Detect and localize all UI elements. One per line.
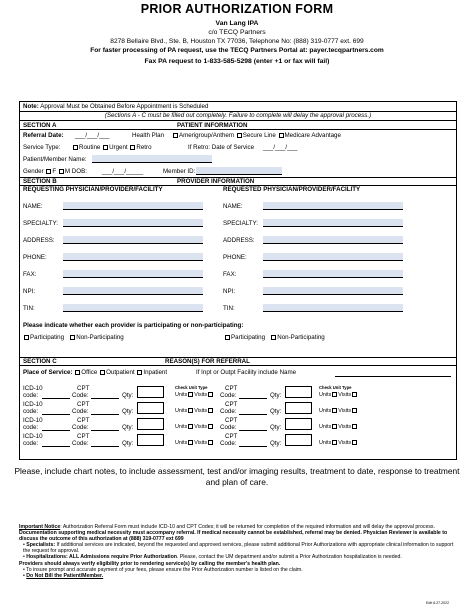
right-provider-field-label: NPI: bbox=[223, 288, 236, 295]
cpt-code-label: Code: bbox=[220, 440, 237, 447]
right-provider-field-label: SPECIALTY: bbox=[223, 220, 258, 227]
cpt-code-label: Code: bbox=[72, 440, 89, 447]
cpt-code-input[interactable] bbox=[239, 446, 267, 447]
right-provider-input[interactable] bbox=[263, 202, 403, 210]
left-provider-input[interactable] bbox=[63, 253, 203, 261]
right-provider-field-label: TIN: bbox=[223, 305, 235, 312]
gender-row: Gender F M DOB: bbox=[23, 168, 87, 175]
edition-label: Edit 6.27.2022 bbox=[426, 601, 450, 605]
address-line: 8278 Bellaire Blvd., Ste. B, Houston TX 77036, Telephone No: (888) 319-0777 ext. 699 bbox=[110, 38, 364, 45]
left-non-participating-checkbox[interactable] bbox=[70, 335, 75, 340]
left-provider-field-label: NAME: bbox=[23, 203, 43, 210]
left-provider-input[interactable] bbox=[63, 287, 203, 295]
icd-label: ICD-10 bbox=[23, 401, 43, 408]
right-provider-field-label: ADDRESS: bbox=[223, 237, 255, 244]
unit-type-options: Units Visits bbox=[175, 392, 214, 398]
qty-input[interactable] bbox=[285, 402, 312, 414]
authorization-form bbox=[19, 101, 457, 460]
qty-label: Qty: bbox=[122, 392, 134, 399]
participating-question: Please indicate whether each provider is participating or non-participating: bbox=[23, 322, 244, 329]
section-a-title: PATIENT INFORMATION bbox=[177, 122, 248, 129]
left-provider-field-label: NPI: bbox=[23, 288, 36, 295]
cpt-code-label: Code: bbox=[72, 408, 89, 415]
referral-date-field[interactable]: ___/___/___ bbox=[75, 132, 110, 139]
qty-label: Qty: bbox=[270, 392, 282, 399]
referral-date-label: Referral Date: bbox=[23, 132, 64, 139]
portal-line: For faster processing of PA request, use the TECQ Partners Portal at: payer.tecqpartners.com bbox=[90, 47, 384, 54]
left-provider-input[interactable] bbox=[63, 202, 203, 210]
left-participating-checkbox[interactable] bbox=[24, 335, 29, 340]
right-provider-input[interactable] bbox=[263, 219, 403, 227]
unit-type-options: Units Visits bbox=[175, 408, 214, 414]
dob-field[interactable]: ___/___/_____ bbox=[102, 168, 144, 175]
cpt-code-input[interactable] bbox=[91, 398, 119, 399]
unit-type-options: Units Visits bbox=[175, 440, 214, 446]
qty-label: Qty: bbox=[122, 440, 134, 447]
cpt-label: CPT bbox=[225, 417, 238, 424]
qty-input[interactable] bbox=[285, 386, 312, 398]
right-participation: Participating Non-Participating bbox=[224, 334, 325, 341]
cpt-code-label: Code: bbox=[72, 424, 89, 431]
right-provider-input[interactable] bbox=[263, 253, 403, 261]
units-checkbox[interactable] bbox=[188, 408, 193, 413]
qty-label: Qty: bbox=[270, 408, 282, 415]
note-line: Note: Approval Must be Obtained Before Appointment is Scheduled bbox=[23, 103, 209, 110]
left-provider-input[interactable] bbox=[63, 236, 203, 244]
office-checkbox[interactable] bbox=[75, 370, 80, 375]
qty-input[interactable] bbox=[137, 402, 164, 414]
left-provider-field-label: SPECIALTY: bbox=[23, 220, 58, 227]
patient-name-label: Patient/Member Name: bbox=[23, 156, 87, 163]
urgent-checkbox[interactable] bbox=[103, 145, 108, 150]
qty-input[interactable] bbox=[285, 434, 312, 446]
qty-label: Qty: bbox=[122, 408, 134, 415]
left-provider-field-label: FAX: bbox=[23, 271, 37, 278]
cpt-code-input[interactable] bbox=[91, 446, 119, 447]
left-provider-field-label: ADDRESS: bbox=[23, 237, 55, 244]
left-provider-input[interactable] bbox=[63, 219, 203, 227]
right-provider-input[interactable] bbox=[263, 270, 403, 278]
icd-code-input[interactable] bbox=[42, 430, 70, 431]
chart-notes-instruction: Please, include chart notes, to include assessment, test and/or imaging results, treatment to date, response to treatment and plan of care. bbox=[14, 466, 460, 487]
qty-input[interactable] bbox=[137, 386, 164, 398]
requested-heading: REQUESTED PHYSICIAN/PROVIDER/FACILITY bbox=[223, 186, 361, 193]
inpt-facility-label: If Inpt or Outpt Facility include Name bbox=[196, 369, 297, 376]
cpt-code-input[interactable] bbox=[91, 430, 119, 431]
left-participation: Participating Non-Participating bbox=[23, 334, 124, 341]
secure-line-checkbox[interactable] bbox=[237, 133, 242, 138]
gender-f-checkbox[interactable] bbox=[46, 169, 51, 174]
right-participating-checkbox[interactable] bbox=[225, 335, 230, 340]
right-non-participating-checkbox[interactable] bbox=[271, 335, 276, 340]
cpt-label: CPT bbox=[77, 385, 90, 392]
right-provider-input[interactable] bbox=[263, 304, 403, 312]
cpt-code-label: Code: bbox=[220, 392, 237, 399]
health-plan-label: Health Plan bbox=[132, 132, 164, 139]
visits-checkbox[interactable] bbox=[352, 424, 357, 429]
qty-label: Qty: bbox=[270, 424, 282, 431]
inpatient-checkbox[interactable] bbox=[137, 370, 142, 375]
retro-date-field[interactable]: ___/___/___ bbox=[263, 144, 298, 151]
section-b-title: PROVIDER INFORMATION bbox=[177, 178, 255, 185]
member-id-field[interactable] bbox=[196, 167, 282, 175]
icd-code-label: code: bbox=[23, 424, 39, 431]
left-provider-field-label: TIN: bbox=[23, 305, 35, 312]
cpt-code-label: Code: bbox=[72, 392, 89, 399]
service-type-label: Service Type: bbox=[23, 144, 61, 151]
cpt-label: CPT bbox=[77, 417, 90, 424]
qty-input[interactable] bbox=[285, 418, 312, 430]
right-provider-field-label: NAME: bbox=[223, 203, 243, 210]
retro-checkbox[interactable] bbox=[130, 145, 135, 150]
icd-code-input[interactable] bbox=[42, 398, 70, 399]
health-plan-options: Amerigroup/Anthem Secure Line Medicare Advantage bbox=[172, 132, 341, 139]
visits-checkbox[interactable] bbox=[208, 408, 213, 413]
left-provider-input[interactable] bbox=[63, 270, 203, 278]
partner-name: c/o TECQ Partners bbox=[208, 29, 266, 36]
amerigroup-checkbox[interactable] bbox=[173, 133, 178, 138]
unit-type-options: Units Visits bbox=[319, 408, 358, 414]
outpatient-checkbox[interactable] bbox=[100, 370, 105, 375]
section-c-label: SECTION C bbox=[23, 358, 57, 365]
section-b-label: SECTION B bbox=[23, 178, 57, 185]
icd-label: ICD-10 bbox=[23, 385, 43, 392]
cpt-label: CPT bbox=[77, 433, 90, 440]
gender-m-checkbox[interactable] bbox=[59, 169, 64, 174]
icd-code-label: code: bbox=[23, 392, 39, 399]
icd-code-label: code: bbox=[23, 440, 39, 447]
units-checkbox[interactable] bbox=[332, 424, 337, 429]
right-provider-input[interactable] bbox=[263, 236, 403, 244]
icd-label: ICD-10 bbox=[23, 433, 43, 440]
patient-name-field[interactable] bbox=[92, 155, 212, 163]
facility-name-field[interactable] bbox=[335, 376, 451, 377]
right-provider-field-label: FAX: bbox=[223, 271, 237, 278]
requesting-heading: REQUESTING PHYSICIAN/PROVIDER/FACILITY bbox=[23, 186, 163, 193]
unit-type-options: Units Visits bbox=[175, 424, 214, 430]
units-checkbox[interactable] bbox=[188, 424, 193, 429]
service-type-options: Routine Urgent Retro bbox=[72, 144, 152, 151]
icd-code-input[interactable] bbox=[42, 414, 70, 415]
icd-label: ICD-10 bbox=[23, 417, 43, 424]
qty-label: Qty: bbox=[122, 424, 134, 431]
visits-checkbox[interactable] bbox=[352, 392, 357, 397]
visits-checkbox[interactable] bbox=[208, 424, 213, 429]
cpt-code-input[interactable] bbox=[239, 430, 267, 431]
cpt-label: CPT bbox=[225, 401, 238, 408]
visits-checkbox[interactable] bbox=[352, 408, 357, 413]
cpt-label: CPT bbox=[77, 401, 90, 408]
cpt-label: CPT bbox=[225, 385, 238, 392]
cpt-code-label: Code: bbox=[220, 408, 237, 415]
medicare-advantage-checkbox[interactable] bbox=[279, 133, 284, 138]
left-provider-input[interactable] bbox=[63, 304, 203, 312]
cpt-code-input[interactable] bbox=[91, 414, 119, 415]
org-name: Van Lang IPA bbox=[215, 20, 259, 27]
units-checkbox[interactable] bbox=[332, 392, 337, 397]
icd-code-label: code: bbox=[23, 408, 39, 415]
units-checkbox[interactable] bbox=[332, 440, 337, 445]
note-instruction: (Sections A - C must be filled out completely. Failure to complete will delay the approval process.) bbox=[104, 112, 372, 119]
important-notice: Important Notice: Authorization Referral Form must include ICD-10 and CPT Codes; it will be returned for completion of the required information and will delay the approval process. Documentation supporting medical necessity must accompany referral. If medical necessity cannot be established, referral may be denied. Physician Reviewer is available to discuss the outcome of this authorization at (888) 319-0777 ext 699 • Specialists: If additional services are indicated, beyond the requested and approved services, please submit additional Prior Authorizations with appropriate clinical information to support the request for approval. • Hospitalizations: ALL Admissions require Prior Authorization. Please, contact the UM department and/or submit a Prior Authorization hospitalization is needed. Providers should always verify eligibility prior to rendering service(s) by calling the member's health plan. • To insure prompt and accurate payment of your fees, please ensure the Prior Authorization number is listed on the claim. • Do Not Bill the Patient/Member. bbox=[19, 524, 454, 579]
unit-type-label: Check Unit Type bbox=[319, 385, 352, 390]
cpt-label: CPT bbox=[225, 433, 238, 440]
visits-checkbox[interactable] bbox=[208, 392, 213, 397]
units-checkbox[interactable] bbox=[332, 408, 337, 413]
units-checkbox[interactable] bbox=[188, 440, 193, 445]
cpt-code-input[interactable] bbox=[239, 398, 267, 399]
place-of-service-row: Place of Service: Office Outpatient Inpatient bbox=[23, 369, 168, 376]
units-checkbox[interactable] bbox=[188, 392, 193, 397]
cpt-code-input[interactable] bbox=[239, 414, 267, 415]
unit-type-label: Check Unit Type bbox=[175, 385, 208, 390]
section-c-title: REASON(S) FOR REFERRAL bbox=[165, 358, 250, 365]
visits-checkbox[interactable] bbox=[208, 440, 213, 445]
qty-input[interactable] bbox=[137, 434, 164, 446]
icd-code-input[interactable] bbox=[42, 446, 70, 447]
cpt-code-label: Code: bbox=[220, 424, 237, 431]
form-title: PRIOR AUTHORIZATION FORM bbox=[140, 2, 334, 16]
fax-line: Fax PA request to 1-833-585-5298 (enter +1 or fax will fail) bbox=[144, 58, 330, 65]
right-provider-input[interactable] bbox=[263, 287, 403, 295]
section-a-label: SECTION A bbox=[23, 122, 57, 129]
routine-checkbox[interactable] bbox=[73, 145, 78, 150]
retro-date-label: If Retro: Date of Service bbox=[188, 144, 255, 151]
visits-checkbox[interactable] bbox=[352, 440, 357, 445]
unit-type-options: Units Visits bbox=[319, 392, 358, 398]
qty-input[interactable] bbox=[137, 418, 164, 430]
qty-label: Qty: bbox=[270, 440, 282, 447]
unit-type-options: Units Visits bbox=[319, 440, 358, 446]
right-provider-field-label: PHONE: bbox=[223, 254, 247, 261]
unit-type-options: Units Visits bbox=[319, 424, 358, 430]
left-provider-field-label: PHONE: bbox=[23, 254, 47, 261]
member-id-label: Member ID: bbox=[163, 168, 196, 175]
